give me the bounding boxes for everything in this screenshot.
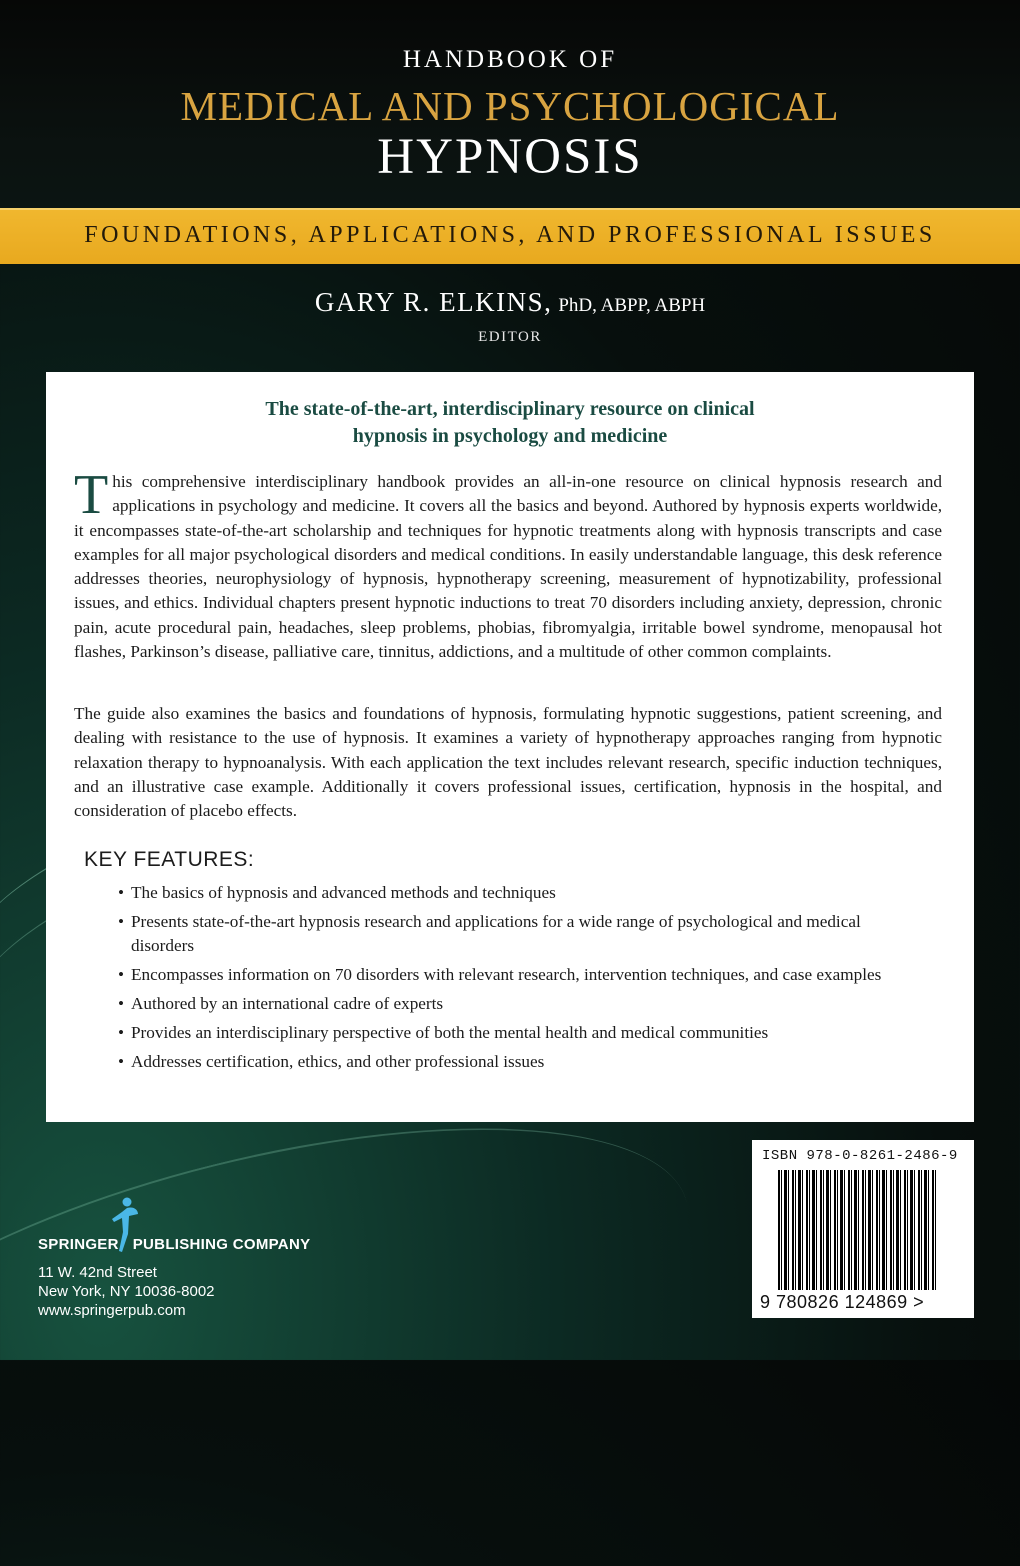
barcode-digits: 9 780826 124869 > (760, 1292, 925, 1312)
author-name: GARY R. ELKINS, (314, 287, 553, 317)
isbn-barcode-box (752, 1140, 974, 1318)
author-line (0, 287, 1020, 318)
description-paragraph (74, 464, 942, 664)
key-feature-text: The basics of hypnosis and advanced methods and techniques (131, 883, 556, 902)
author-role: EDITOR (478, 329, 542, 345)
key-features-heading: KEY FEATURES: (84, 848, 255, 871)
tagline-line: hypnosis in psychology and medicine (352, 425, 668, 447)
author-credentials: PhD, ABPP, ABPH (558, 295, 706, 316)
publisher-name-part: PUBLISHING COMPANY (132, 1236, 311, 1253)
publisher-name (38, 1236, 310, 1253)
address-line: 11 W. 42nd Street (38, 1264, 157, 1281)
subtitle: FOUNDATIONS, APPLICATIONS, AND PROFESSIONAL ISSUES (84, 222, 936, 248)
book-title-hypnosis: HYPNOSIS (377, 129, 643, 185)
key-feature-item (118, 963, 898, 987)
bullet: • (118, 883, 125, 902)
key-feature-item (118, 1050, 898, 1074)
bullet: • (118, 912, 125, 931)
main-title: MEDICAL AND PSYCHOLOGICAL (180, 83, 840, 129)
bullet: • (118, 1052, 125, 1071)
key-feature-text: Presents state-of-the-art hypnosis research and applications for a wide range of psychological and medical disorders (131, 912, 861, 955)
isbn-label: ISBN 978-0-8261-2486-9 (762, 1148, 958, 1164)
bullet: • (118, 994, 125, 1013)
key-feature-item (118, 910, 898, 958)
bullet: • (118, 1023, 125, 1042)
publisher-website: www.springerpub.com (38, 1302, 186, 1319)
tagline-line: The state-of-the-art, interdisciplinary resource on clinical (265, 398, 755, 420)
publisher-address (38, 1263, 215, 1320)
tagline (46, 396, 974, 450)
key-feature-text: Authored by an international cadre of experts (131, 994, 444, 1013)
key-feature-item (118, 1021, 898, 1045)
description-paragraph: The guide also examines the basics and foundations of hypnosis, formulating hypnotic suggestions, patient screening, and dealing with resistance to the use of hypnosis. It examines a variety of hypnotherapy approaches ranging from hypnotic relaxation therapy to hypnoanalysis. With each application the text includes relevant research, specific induction techniques, and an illustrative case example. Additionally it covers professional issues, certification, hypnosis in the hospital, and consideration of placebo effects. (74, 704, 942, 821)
key-feature-text: Encompasses information on 70 disorders with relevant research, intervention techniques, and case examples (131, 965, 882, 984)
drop-cap: T (74, 464, 109, 526)
address-line: New York, NY 10036-8002 (38, 1283, 215, 1300)
key-feature-item (118, 881, 898, 905)
paragraph-text: his comprehensive interdisciplinary handbook provides an all-in-one resource on clinical hypnosis research and applications in psychology and medicine. It covers all the basics and beyond. Authored by hypnosis experts worldwide, it encompasses state-of-the-art scholarship and techniques for hypnotic treatments along with hypnosis transcripts and case examples for all major psychological disorders and medical conditions. In easily understandable language, this desk reference addresses theories, neurophysiology of hypnosis, hypnotherapy screening, measurement of hypnotizability, professional issues, and ethics. Individual chapters present hypnotic inductions to treat 70 disorders including anxiety, depression, chronic pain, acute procedural pain, headaches, sleep problems, phobias, fibromyalgia, irritable bowel syndrome, menopausal hot flashes, Parkinson’s disease, palliative care, tinnitus, addictions, and a multitude of other common complaints. (74, 472, 942, 662)
key-feature-text: Addresses certification, ethics, and other professional issues (131, 1052, 545, 1071)
over-title: HANDBOOK OF (402, 46, 618, 73)
description-panel (46, 372, 974, 1122)
bullet: • (118, 965, 125, 984)
key-feature-item (118, 992, 898, 1016)
key-features-list (118, 881, 898, 1079)
barcode (778, 1170, 938, 1290)
publisher-name-part: SPRINGER (38, 1236, 119, 1253)
key-feature-text: Provides an interdisciplinary perspective of both the mental health and medical communities (131, 1023, 769, 1042)
